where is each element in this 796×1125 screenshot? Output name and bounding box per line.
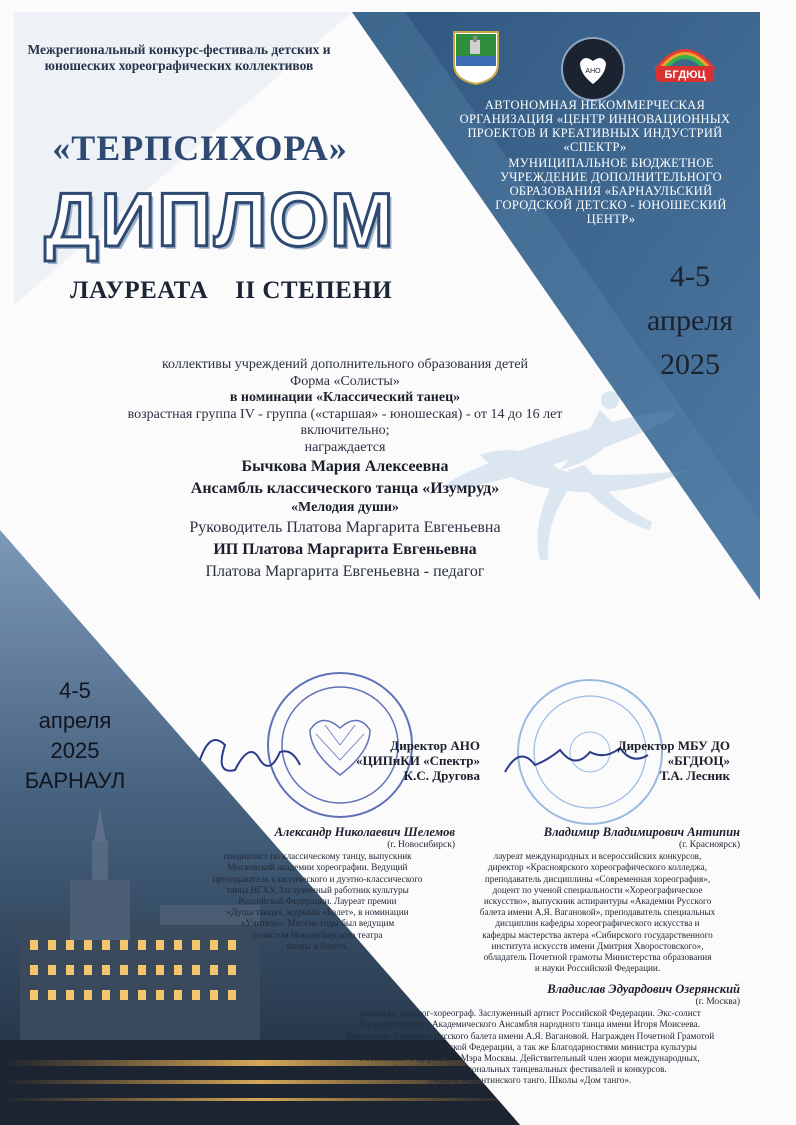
jury-bio-line: специалист по классическому танцу, выпускник — [223, 851, 412, 862]
event-days: 4-5 — [59, 678, 91, 703]
event-days: 4-5 — [670, 260, 710, 293]
jury-bio-line: Российской Федерации. Лауреат премии — [238, 896, 397, 907]
competition-subtitle: Межрегиональный конкурс-фестиваль детских и юношеских хореографических коллективов — [27, 42, 331, 73]
jury-bio-line: Государственного Академического Ансамбля народного танца имени Игоря Моисеева. — [360, 1019, 700, 1030]
organizer-spektr: АВТОНОМНАЯ НЕКОММЕРЧЕСКАЯ ОРГАНИЗАЦИЯ «ЦЕНТР ИННОВАЦИОННЫХ ПРОЕКТОВ И КРЕАТИВНЫХ ИНДУСТРИЙ «СПЕКТР» — [459, 98, 731, 154]
jury-bio-line: Российской Федерации и Мэра Москвы. Действительный член жюри международных, — [360, 1053, 700, 1064]
event-city: БАРНАУЛ — [24, 768, 126, 793]
jury-bio-line: Педагог Аргентинского танго. Школы «Дом танго». — [428, 1075, 632, 1086]
jury-bio-line: искусство», выпускник аспирантуры «Академии Русского — [483, 896, 712, 907]
award-category: коллективы учреждений дополнительного образования детей — [161, 357, 529, 372]
svg-text:АНО: АНО — [585, 68, 601, 75]
jury-bio-line: кафедры мастерства актера «Сибирского государственного — [482, 929, 713, 940]
piece-title: «Мелодия души» — [291, 500, 399, 515]
jury-bio-line: солистом Новосибирского театра — [252, 929, 383, 940]
competition-name: «ТЕРПСИХОРА» — [52, 128, 348, 168]
jury-bio-line: Министерства Российской Федерации, а так же Благодарностями министра культуры — [363, 1041, 697, 1052]
spektr-heart-logo-icon — [560, 36, 626, 102]
ensemble-name: Ансамбль классического танца «Изумруд» — [190, 480, 500, 497]
event-year: 2025 — [660, 348, 720, 381]
award-form: Форма «Солисты» — [290, 373, 400, 389]
signer-org: «БГДЮЦ» — [667, 753, 730, 768]
bgdyuts-rainbow-logo-icon — [650, 36, 720, 88]
jury-member-3 — [320, 982, 740, 1087]
event-month: апреля — [38, 708, 112, 733]
award-details — [60, 357, 630, 583]
jury-bio-line: преподаватель дисциплины «Современная хореография», — [484, 873, 711, 884]
jury-name: Владимир Владимирович Антипин — [543, 825, 740, 839]
jury-bio-line: обладатель Почетной грамоты Министерства образования — [483, 952, 712, 963]
jury-bio-line: федеральных и региональных танцевальных фестивалей и конкурсов. — [393, 1064, 667, 1075]
jury-bio-line: режиссер, педагог-хореограф. Заслуженный артист Российской Федерации. Экс-солист — [359, 1008, 701, 1019]
jury-name: Владислав Эдуардович Озерянский — [547, 982, 740, 996]
signer-name: К.С. Другова — [403, 768, 480, 783]
signer-title: Директор МБУ ДО — [617, 738, 730, 753]
jury-bio-line: дисциплин кафедры хореографического искусства и — [495, 918, 700, 929]
jury-bio-line: «Душа танца», журнала «Балет», в номинации — [226, 907, 409, 918]
laureate-degree: ЛАУРЕАТА II СТЕПЕНИ — [70, 277, 393, 304]
award-age-group-cont: включительно; — [300, 423, 390, 438]
signature-block-left — [340, 738, 480, 783]
award-age-group: возрастная группа IV - группа («старшая» - юношеская) - от 14 до 16 лет — [127, 406, 563, 422]
jury-city: (г. Красноярск) — [678, 840, 740, 850]
jury-bio-line: оперы и балета. — [286, 940, 349, 951]
participant-name: Бычкова Мария Алексеевна — [241, 458, 449, 475]
event-date-right — [610, 255, 770, 387]
signer-name: Т.А. Лесник — [659, 768, 730, 783]
jury-bio — [455, 851, 740, 974]
jury-bio-line: директор «Красноярского хореографического колледжа, — [487, 862, 708, 873]
signer-title: Директор АНО — [390, 738, 480, 753]
jury-city: (г. Новосибирск) — [387, 840, 455, 850]
jury-name: Александр Николаевич Шелемов — [274, 825, 455, 839]
event-month: апреля — [646, 304, 734, 337]
award-nomination: в номинации «Классический танец» — [229, 390, 461, 405]
award-awarded-label: награждается — [304, 439, 386, 455]
event-date-left — [0, 676, 150, 796]
jury-bio — [180, 851, 455, 952]
jury-bio — [320, 1008, 740, 1086]
teacher-name: Платова Маргарита Евгеньевна - педагог — [205, 562, 485, 580]
event-year: 2025 — [50, 738, 100, 763]
diploma-title: ДИПЛОМ — [44, 178, 396, 263]
jury-bio-line: балета имени А.Я. Вагановой», преподаватель специальных — [479, 907, 716, 918]
ip-name: ИП Платова Маргарита Евгеньевна — [213, 540, 477, 558]
jury-bio-line: и науки Российской Федерации. — [534, 963, 661, 974]
jury-bio-line: Московской академии хореографии. Ведущий — [227, 862, 408, 873]
jury-city: (г. Москва) — [695, 997, 740, 1007]
jury-bio-line: преподаватель классического и дуэтно-классического — [212, 873, 423, 884]
jury-bio-line: института искусств имени Дмитрия Хворостовского», — [491, 940, 704, 951]
signature-block-right — [590, 738, 730, 783]
bgdyuts-logo-text: БГДЮЦ — [664, 69, 706, 81]
jury-member-1 — [180, 825, 455, 952]
jury-bio-line: Выпускник Академии русского балета имени А.Я. Вагановой. Награжден Почетной Грамотой — [345, 1030, 715, 1041]
jury-bio-line: «Учитель». Многие годы был ведущим — [240, 918, 395, 929]
barnaul-coat-of-arms-icon — [452, 30, 500, 86]
signer-org: «ЦИПиКИ «Спектр» — [355, 753, 480, 768]
jury-bio-line: лауреат международных и всероссийских конкурсов, — [493, 851, 702, 862]
jury-member-2 — [455, 825, 740, 974]
jury-bio-line: доцент по ученой специальности «Хореографическое — [492, 884, 703, 895]
organizer-bgdyuts: МУНИЦИПАЛЬНОЕ БЮДЖЕТНОЕ УЧРЕЖДЕНИЕ ДОПОЛНИТЕЛЬНОГО ОБРАЗОВАНИЯ «БАРНАУЛЬСКИЙ ГОРОДСКОЙ ДЕТСКО - ЮНОШЕСКИЙ ЦЕНТР» — [495, 156, 727, 226]
leader-name: Руководитель Платова Маргарита Евгеньевна — [189, 518, 501, 536]
jury-bio-line: танца НГХУ. Заслуженный работник культуры — [226, 884, 409, 895]
